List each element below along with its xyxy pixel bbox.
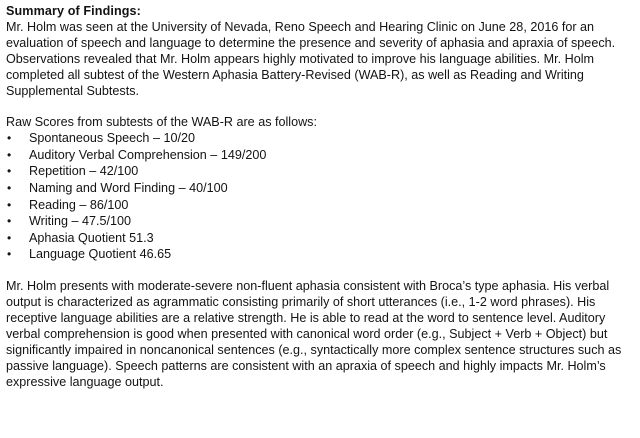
list-item [6, 247, 634, 263]
list-item [6, 164, 634, 180]
bullet-icon: • [7, 164, 12, 179]
assessment-paragraph: Mr. Holm presents with moderate-severe non-fluent aphasia consistent with Broca’s type aphasia. His verbal output is characterized as agrammatic consisting primarily of short utterances (i.e., 1-2 word phrases). His receptive language abilities are a relative strength. He is able to read at the word to sentence level. Auditory verbal comprehension is good when presented with canonical word order (e.g., Subject + Verb + Object) but significantly impaired in noncanonical sentences (e.g., syntactically more complex sentence structures such as passive language). Speech patterns are consistent with an apraxia of speech and highly impacts Mr. Holm’s expressive language output. [6, 279, 622, 389]
list-item [6, 198, 634, 214]
score-item-text: Repetition – 42/100 [29, 164, 139, 179]
score-item-text: Auditory Verbal Comprehension – 149/200 [29, 147, 267, 162]
list-item [6, 148, 634, 164]
bullet-icon: • [7, 131, 12, 146]
list-item [6, 214, 634, 230]
list-item [6, 131, 634, 147]
list-item [6, 231, 634, 247]
summary-paragraph: Mr. Holm was seen at the University of Nevada, Reno Speech and Hearing Clinic on June 28, 2016 for an evaluation of speech and language to determine the presence and severity of aphasia and apraxia of speech. Observations revealed that Mr. Holm appears highly motivated to improve his language abilities. Mr. Holm completed all subtest of the Western Aphasia Battery-Revised (WAB-R), as well as Reading and Writing Supplemental Subtests. [6, 19, 616, 98]
bullet-icon: • [7, 230, 12, 245]
raw-scores-intro: Raw Scores from subtests of the WAB-R are as follows: [6, 115, 317, 130]
score-item-text: Language Quotient 46.65 [29, 247, 172, 262]
bullet-icon: • [7, 214, 12, 229]
list-item [6, 181, 634, 197]
score-item-text: Aphasia Quotient 51.3 [29, 230, 154, 245]
bullet-icon: • [7, 197, 12, 212]
score-item-text: Spontaneous Speech – 10/20 [29, 131, 195, 146]
bullet-icon: • [7, 247, 12, 262]
bullet-icon: • [7, 147, 12, 162]
score-item-text: Reading – 86/100 [29, 197, 129, 212]
raw-scores-list [6, 131, 634, 263]
bullet-icon: • [7, 180, 12, 195]
score-item-text: Naming and Word Finding – 40/100 [29, 180, 228, 195]
summary-heading: Summary of Findings: [6, 4, 141, 18]
score-item-text: Writing – 47.5/100 [29, 214, 131, 229]
